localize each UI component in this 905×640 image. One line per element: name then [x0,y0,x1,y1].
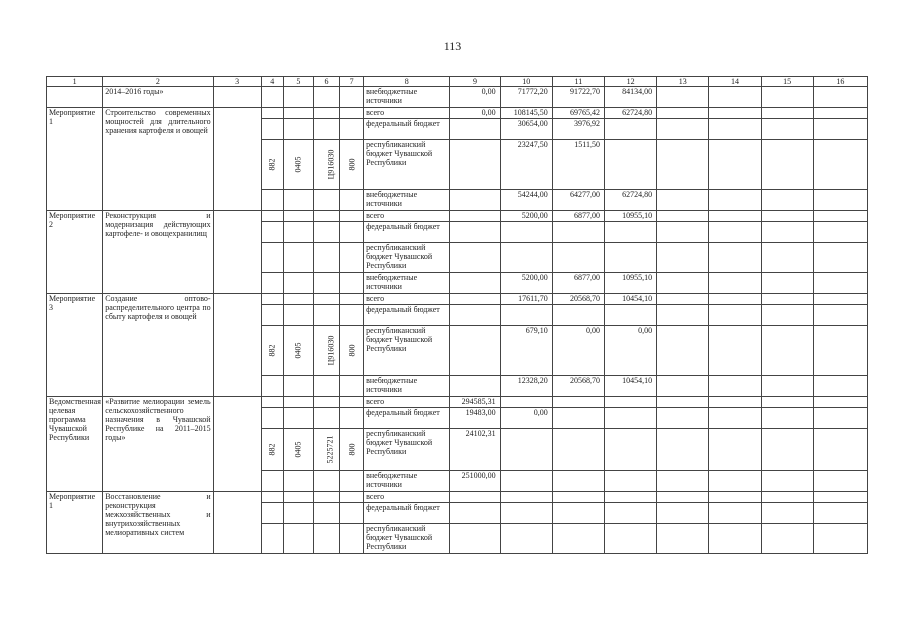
funding-source: внебюджетные источники [364,376,450,397]
col-header: 11 [552,77,604,87]
col-header: 1 [47,77,103,87]
col-header: 14 [709,77,761,87]
activity-name: Реконструкция и модернизация действующих картофеле- и овощехранилищ [103,211,213,294]
table-row: Мероприятие 2 Реконструкция и модернизация действующих картофеле- и овощехранилищ всего 5200,00 6877,00 10955,10 [47,211,868,222]
table-row: внебюджетные источники 54244,00 64277,00 62724,80 [47,190,868,211]
code-gov: 882 [267,443,277,456]
code-section: 0405 [293,441,303,458]
code-type: 800 [347,443,357,456]
budget-table [46,76,868,554]
funding-source: федеральный бюджет [364,408,450,429]
col-header: 12 [604,77,656,87]
funding-source: внебюджетные источники [364,190,450,211]
funding-source: всего [364,108,450,119]
funding-source: федеральный бюджет [364,305,450,326]
funding-source: внебюджетные источники [364,471,450,492]
col-header: 15 [761,77,813,87]
table-row: внебюджетные источники 251000,00 [47,471,868,492]
col-header: 3 [213,77,261,87]
code-target: 5225721 [325,435,335,464]
activity-name: Восстановление и реконструкция межхозяйственных и внутрихозяйственных мелиоративных систем [103,492,213,554]
col-header: 9 [450,77,500,87]
funding-source: внебюджетные источники [364,273,450,294]
col-header: 13 [657,77,709,87]
table-row: Ведомственная целевая программа Чувашской Республики «Развитие мелиорации земель сельскохозяйственного назначения в Чувашской Республике на 2011–2015 годы» всего 294585,31 [47,397,868,408]
activity-label: Мероприятие 1 [47,108,103,211]
code-type: 800 [347,344,357,357]
code-target: Ц916030 [326,149,336,180]
col-header: 4 [261,77,283,87]
table-row: 882 0405 Ц916030 800 республиканский бюджет Чувашской Республики 23247,50 1511,50 [47,140,868,190]
code-type: 800 [347,158,357,171]
col-header: 10 [500,77,552,87]
funding-source: всего [364,492,450,503]
table-row: федеральный бюджет 30654,00 3976,92 [47,119,868,140]
code-gov: 882 [267,158,277,171]
funding-source: федеральный бюджет [364,119,450,140]
col-header: 6 [313,77,339,87]
funding-source: республиканский бюджет Чувашской Республики [364,524,450,554]
funding-source: республиканский бюджет Чувашской Республики [364,243,450,273]
code-section: 0405 [293,156,303,173]
program-label: Ведомственная целевая программа Чувашской Республики [47,397,103,492]
activity-name: 2014–2016 годы» [103,87,213,108]
activity-label: Мероприятие 1 [47,492,103,554]
table-row: 2014–2016 годы» внебюджетные источники 0,00 71772,20 91722,70 84134,00 [47,87,868,108]
table-row: внебюджетные источники 5200,00 6877,00 10955,10 [47,273,868,294]
column-numbers-row [47,77,868,87]
table-row: внебюджетные источники 12328,20 20568,70 10454,10 [47,376,868,397]
funding-source: внебюджетные источники [364,87,450,108]
funding-source: федеральный бюджет [364,222,450,243]
funding-source: всего [364,294,450,305]
table-row [47,492,868,503]
col-header: 2 [103,77,213,87]
funding-source: федеральный бюджет [364,503,450,524]
table-row: 882 0405 Ц916030 800 республиканский бюджет Чувашской Республики 679,10 0,00 0,00 [47,326,868,376]
code-gov: 882 [267,344,277,357]
table-row: Мероприятие 3 Создание оптово-распределительного центра по сбыту картофеля и овощей всего 17611,70 20568,70 10454,10 [47,294,868,305]
col-header: 7 [340,77,364,87]
activity-name: Создание оптово-распределительного центра по сбыту картофеля и овощей [103,294,213,397]
code-section: 0405 [293,342,303,359]
code-target: Ц916030 [326,335,336,366]
col-header: 16 [813,77,867,87]
table-row: 882 0405 5225721 800 республиканский бюджет Чувашской Республики 24102,31 [47,429,868,471]
funding-source: республиканский бюджет Чувашской Республики [364,429,450,471]
col-header: 8 [364,77,450,87]
funding-source: республиканский бюджет Чувашской Республики [364,326,450,376]
funding-source: всего [364,211,450,222]
activity-label: Мероприятие 2 [47,211,103,294]
activity-name: Строительство современных мощностей для длительного хранения картофеля и овощей [103,108,213,211]
program-name: «Развитие мелиорации земель сельскохозяйственного назначения в Чувашской Республике на 2011–2015 годы» [103,397,213,492]
page-number: 113 [443,39,462,53]
activity-label: Мероприятие 3 [47,294,103,397]
col-header: 5 [283,77,313,87]
table-row: федеральный бюджет 19483,00 0,00 [47,408,868,429]
table-row: Мероприятие 1 Строительство современных мощностей для длительного хранения картофеля и овощей всего 0,00 108145,50 69765,42 62724,80 [47,108,868,119]
funding-source: всего [364,397,450,408]
funding-source: республиканский бюджет Чувашской Республики [364,140,450,190]
